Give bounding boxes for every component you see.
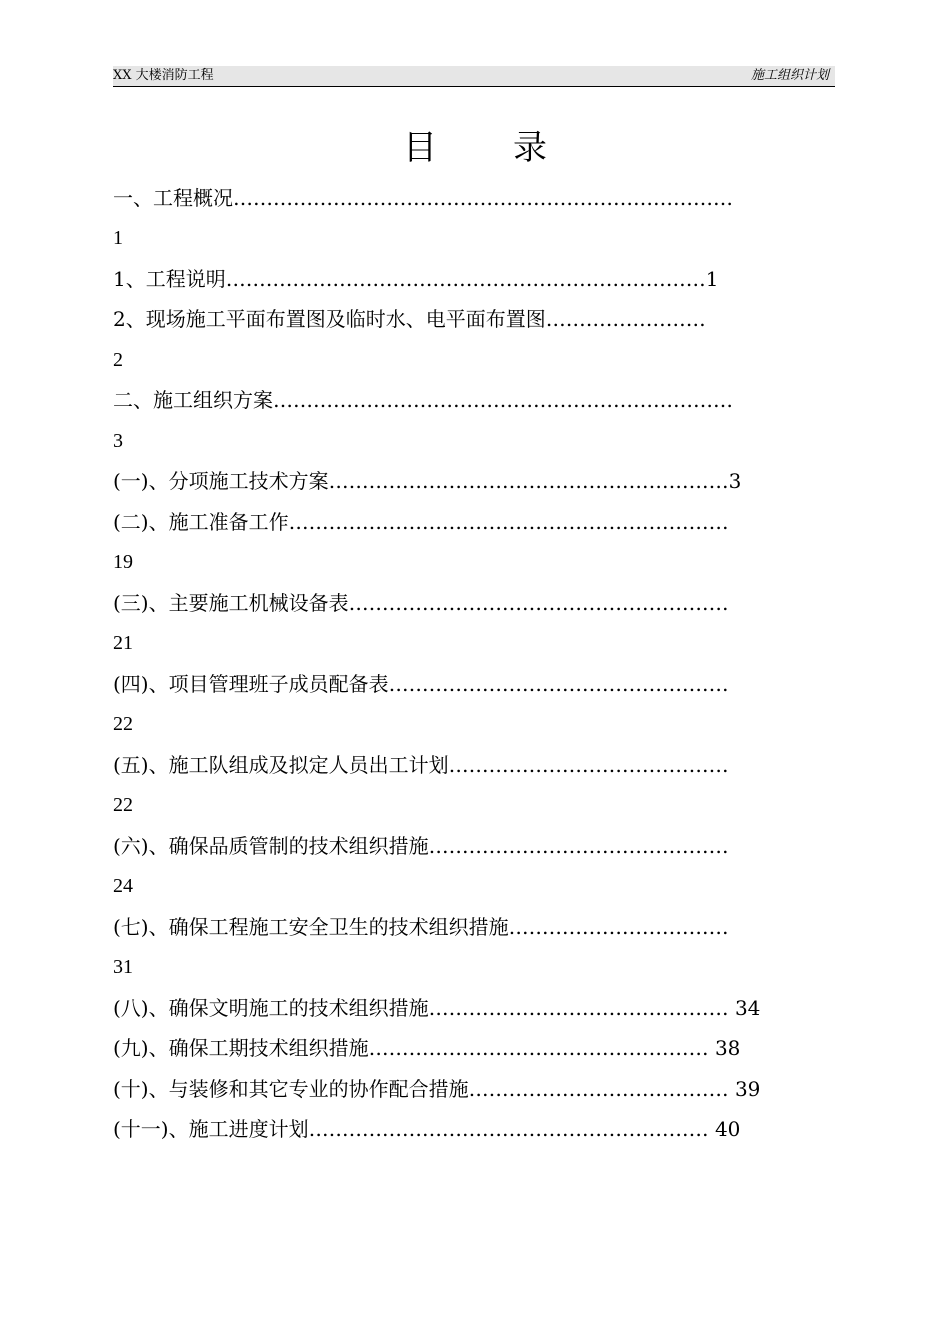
toc-line[interactable]: 31: [113, 956, 133, 978]
toc-line[interactable]: 2: [113, 349, 123, 371]
title-char-2: 录: [513, 128, 547, 168]
toc-line[interactable]: 2、现场施工平面布置图及临时水、电平面布置图……………………: [113, 307, 706, 331]
toc-line[interactable]: 一、工程概况…………………………………………………………………: [113, 186, 733, 210]
toc-line[interactable]: (九)、确保工期技术组织措施…………………………………………… 38: [113, 1036, 741, 1060]
toc-line[interactable]: (六)、确保品质管制的技术组织措施………………………………………: [113, 834, 729, 858]
page-title: [0, 128, 950, 168]
header-project-name: XX 大楼消防工程: [113, 68, 214, 83]
toc-line[interactable]: 22: [113, 713, 133, 735]
title-char-1: 目: [403, 128, 437, 168]
toc-line[interactable]: (四)、项目管理班子成员配备表……………………………………………: [113, 672, 729, 696]
page-header: [113, 66, 835, 87]
toc-line[interactable]: 1、工程说明………………………………………………………………1: [113, 267, 719, 291]
toc-line[interactable]: (一)、分项施工技术方案……………………………………………………3: [113, 469, 742, 493]
header-document-type: 施工组织计划: [750, 68, 829, 83]
toc-line[interactable]: (五)、施工队组成及拟定人员出工计划……………………………………: [113, 753, 729, 777]
toc-line[interactable]: (七)、确保工程施工安全卫生的技术组织措施……………………………: [113, 915, 729, 939]
toc-line[interactable]: 3: [113, 430, 123, 452]
toc-line[interactable]: 21: [113, 632, 133, 654]
toc-line[interactable]: 二、施工组织方案……………………………………………………………: [113, 388, 733, 412]
toc-line[interactable]: (三)、主要施工机械设备表…………………………………………………: [113, 591, 729, 615]
toc-line[interactable]: (八)、确保文明施工的技术组织措施……………………………………… 34: [113, 996, 761, 1020]
toc-line[interactable]: 24: [113, 875, 133, 897]
toc-line[interactable]: 19: [113, 551, 133, 573]
toc-line[interactable]: 1: [113, 227, 123, 249]
toc-line[interactable]: (二)、施工准备工作…………………………………………………………: [113, 510, 729, 534]
toc-line[interactable]: (十一)、施工进度计划…………………………………………………… 40: [113, 1117, 741, 1141]
toc-line[interactable]: (十)、与装修和其它专业的协作配合措施………………………………… 39: [113, 1077, 761, 1101]
toc-line[interactable]: 22: [113, 794, 133, 816]
